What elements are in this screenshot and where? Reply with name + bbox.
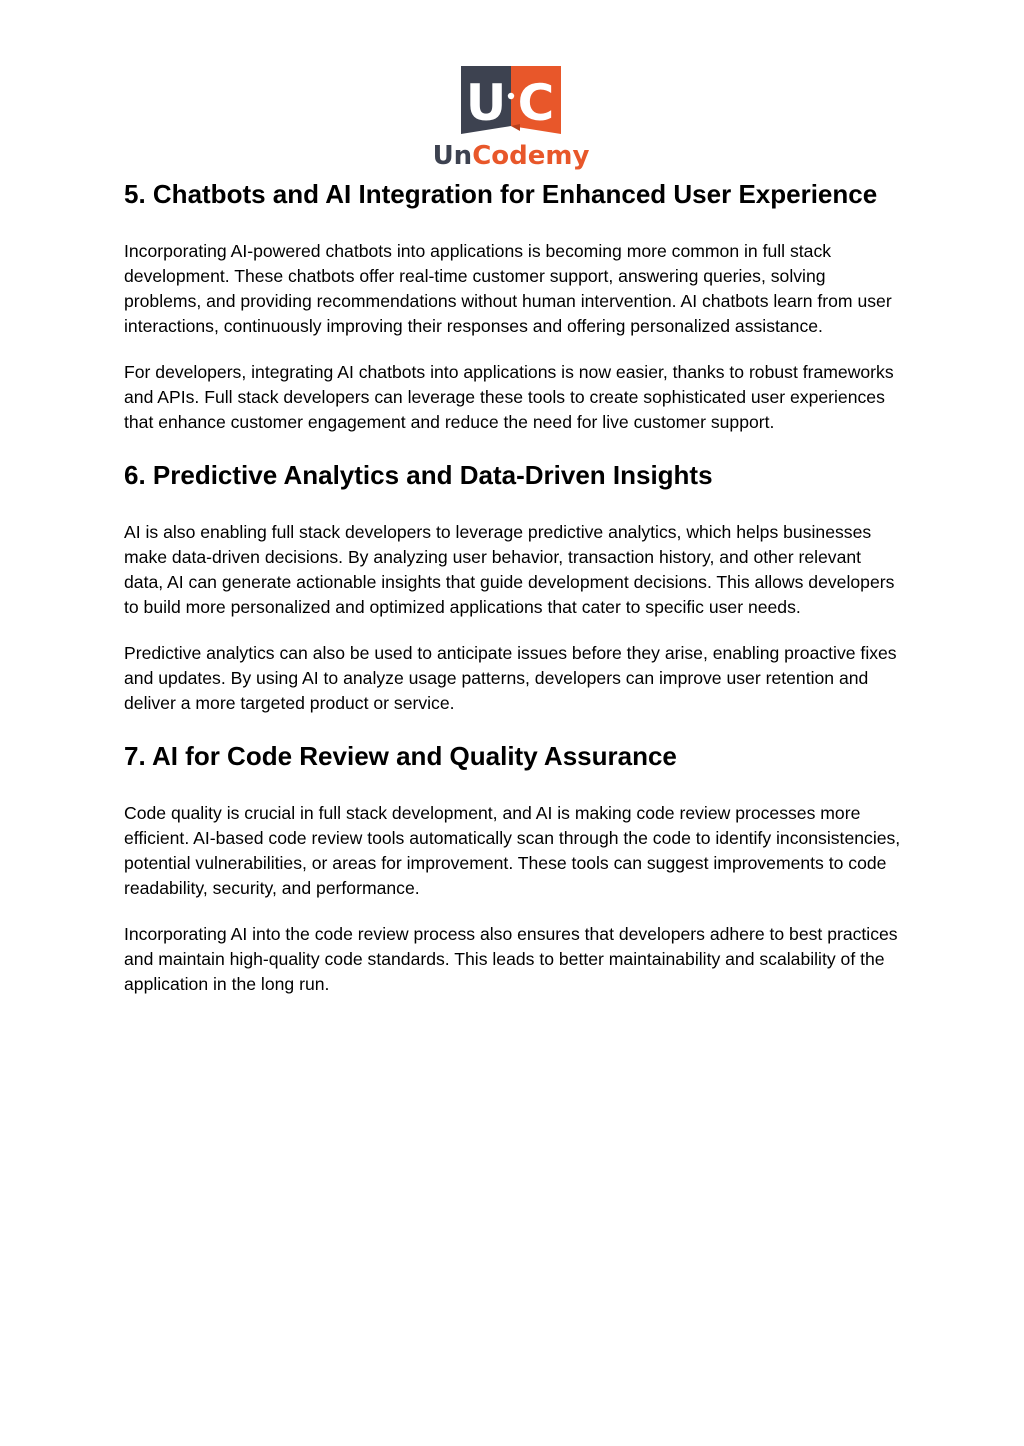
uncodemy-logo: [426, 62, 596, 174]
section-paragraph: AI is also enabling full stack developers to leverage predictive analytics, which helps businesses make data-driven decisions. By analyzing user behavior, transaction history, and other relevant data, AI can generate actionable insights that guide development decisions. This allows developers to build more personalized and optimized applications that cater to specific user needs.: [124, 522, 895, 617]
logo-mark-letter-u: U: [465, 74, 507, 132]
logo-mark-dot: [508, 93, 514, 99]
section-heading: 5. Chatbots and AI Integration for Enhanced User Experience: [124, 179, 878, 209]
section-heading: 6. Predictive Analytics and Data-Driven Insights: [124, 460, 713, 490]
section-paragraph: For developers, integrating AI chatbots into applications is now easier, thanks to robust frameworks and APIs. Full stack developers can leverage these tools to create sophisticated user experiences that enhance customer engagement and reduce the need for live customer support.: [124, 362, 894, 432]
document-body: [124, 176, 904, 1018]
section-paragraph: Code quality is crucial in full stack development, and AI is making code review processes more efficient. AI-based code review tools automatically scan through the code to identify inconsistencies, potential vulnerabilities, or areas for improvement. These tools can suggest improvements to code readability, security, and performance.: [124, 803, 901, 898]
section-code-review: [124, 738, 904, 997]
section-heading: 7. AI for Code Review and Quality Assurance: [124, 741, 677, 771]
logo-mark-letter-c: C: [517, 74, 555, 132]
section-paragraph: Predictive analytics can also be used to anticipate issues before they arise, enabling proactive fixes and updates. By using AI to analyze usage patterns, developers can improve user retention and deliver a more targeted product or service.: [124, 643, 897, 713]
section-predictive-analytics: [124, 457, 904, 716]
uncodemy-logo-graphic: [426, 62, 596, 174]
section-paragraph: Incorporating AI into the code review process also ensures that developers adhere to best practices and maintain high-quality code standards. This leads to better maintainability and scalability of the application in the long run.: [124, 924, 898, 994]
section-paragraph: Incorporating AI-powered chatbots into applications is becoming more common in full stack development. These chatbots offer real-time customer support, answering queries, solving problems, and providing recommendations without human intervention. AI chatbots learn from user interactions, continuously improving their responses and offering personalized assistance.: [124, 241, 892, 336]
logo-wordmark-un: Un: [432, 141, 473, 171]
logo-wordmark-codemy: Codemy: [472, 141, 590, 171]
section-chatbots: [124, 176, 904, 435]
logo-wordmark: [433, 141, 590, 171]
